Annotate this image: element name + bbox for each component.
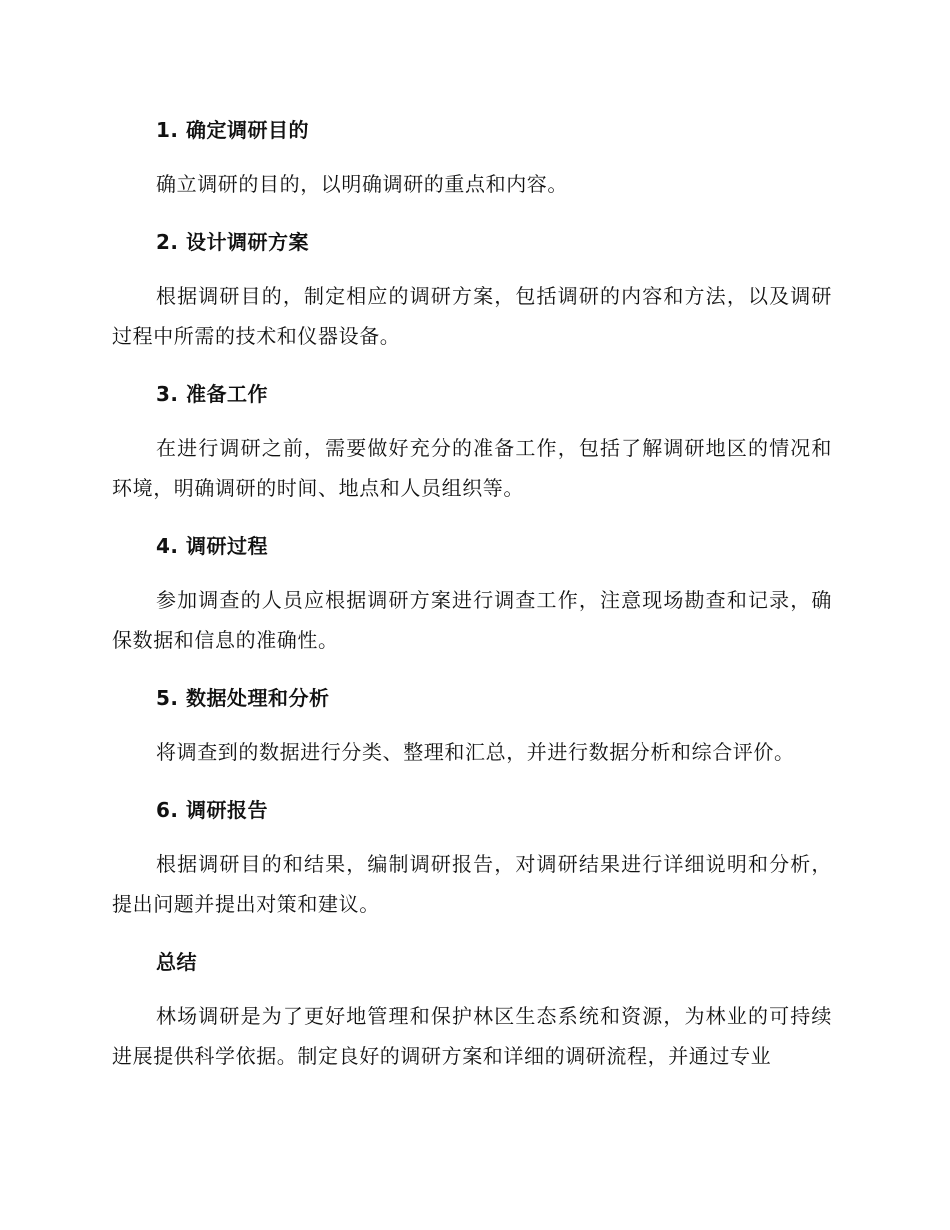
summary-paragraph: 林场调研是为了更好地管理和保护林区生态系统和资源，为林业的可持续进展提供科学依据。制定良好的调研方案和详细的调研流程，并通过专业 (112, 1004, 832, 1068)
section-heading-3: 3. 准备工作 (156, 382, 268, 406)
section-paragraph-3: 在进行调研之前，需要做好充分的准备工作，包括了解调研地区的情况和环境，明确调研的时间、地点和人员组织等。 (112, 436, 832, 500)
document-content (112, 112, 832, 1096)
section-heading-2: 2. 设计调研方案 (156, 230, 309, 254)
section-paragraph-1: 确立调研的目的，以明确调研的重点和内容。 (156, 172, 568, 196)
section-paragraph-6: 根据调研目的和结果，编制调研报告，对调研结果进行详细说明和分析，提出问题并提出对策和建议。 (112, 852, 832, 916)
section-heading-1: 1. 确定调研目的 (156, 118, 309, 142)
section-heading-4: 4. 调研过程 (156, 534, 268, 558)
section-paragraph-2: 根据调研目的，制定相应的调研方案，包括调研的内容和方法，以及调研过程中所需的技术和仪器设备。 (112, 284, 832, 348)
summary-heading: 总结 (156, 950, 197, 974)
section-heading-5: 5. 数据处理和分析 (156, 686, 330, 710)
section-paragraph-4: 参加调查的人员应根据调研方案进行调查工作，注意现场勘查和记录，确保数据和信息的准确性。 (112, 588, 832, 652)
section-heading-6: 6. 调研报告 (156, 798, 268, 822)
section-paragraph-5: 将调查到的数据进行分类、整理和汇总，并进行数据分析和综合评价。 (156, 740, 795, 764)
